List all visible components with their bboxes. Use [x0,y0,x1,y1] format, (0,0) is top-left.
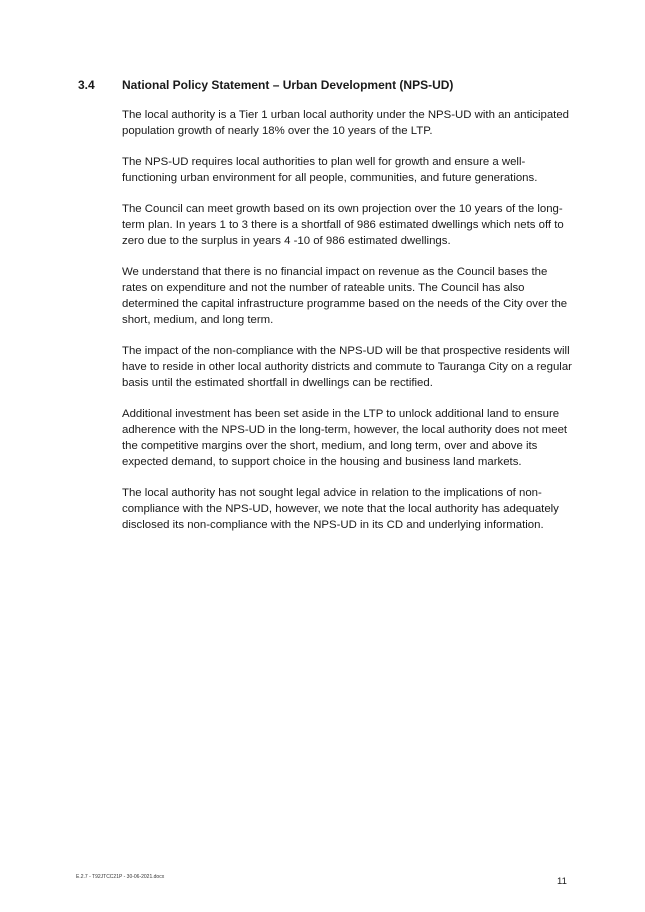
paragraph-growth: The local authority is a Tier 1 urban local authority under the NPS-UD with an anticipated population growth of nearly 18% over the 10 years of the LTP. [122,109,569,137]
paragraph-requirements: The NPS-UD requires local authorities to plan well for growth and ensure a well-functioning urban environment for all people, communities, and future generations. [122,156,538,184]
paragraph-investment: Additional investment has been set aside in the LTP to unlock additional land to ensure adherence with the NPS-UD in the long-term, however, the local authority does not meet the competitive margins over the short, medium, and long term, over and above its expected demand, to support choice in the housing and business land markets. [122,408,568,468]
section-number: 3.4 [78,78,95,92]
page-number: 11 [557,876,567,887]
paragraph-projection: The Council can meet growth based on its own projection over the 10 years of the long-term plan. In years 1 to 3 there is a shortfall of 986 estimated dwellings which nets off to zero due to the surplus in years 4 -10 of 986 estimated dwellings. [122,203,564,247]
footer-document-reference: E.2.7 - T92JTCC21P - 30-06-2021.docx [76,874,165,880]
paragraph-financial-impact: We understand that there is no financial impact on revenue as the Council bases the rates on expenditure and not the number of rateable units. The Council has also determined the capital infrastructure programme based on the needs of the City over the short, medium, and long term. [122,266,568,326]
paragraph-non-compliance-impact: The impact of the non-compliance with the NPS-UD will be that prospective residents will have to reside in other local authority districts and commute to Tauranga City on a regular basis until the estimated shortfall in dwellings can be rectified. [122,345,572,389]
section-body [122,107,572,548]
paragraph-legal-advice: The local authority has not sought legal advice in relation to the implications of non-compliance with the NPS-UD, however, we note that the local authority has adequately disclosed its non-compliance with the NPS-UD in its CD and underlying information. [122,487,559,531]
section-title: National Policy Statement – Urban Development (NPS-UD) [122,78,454,92]
